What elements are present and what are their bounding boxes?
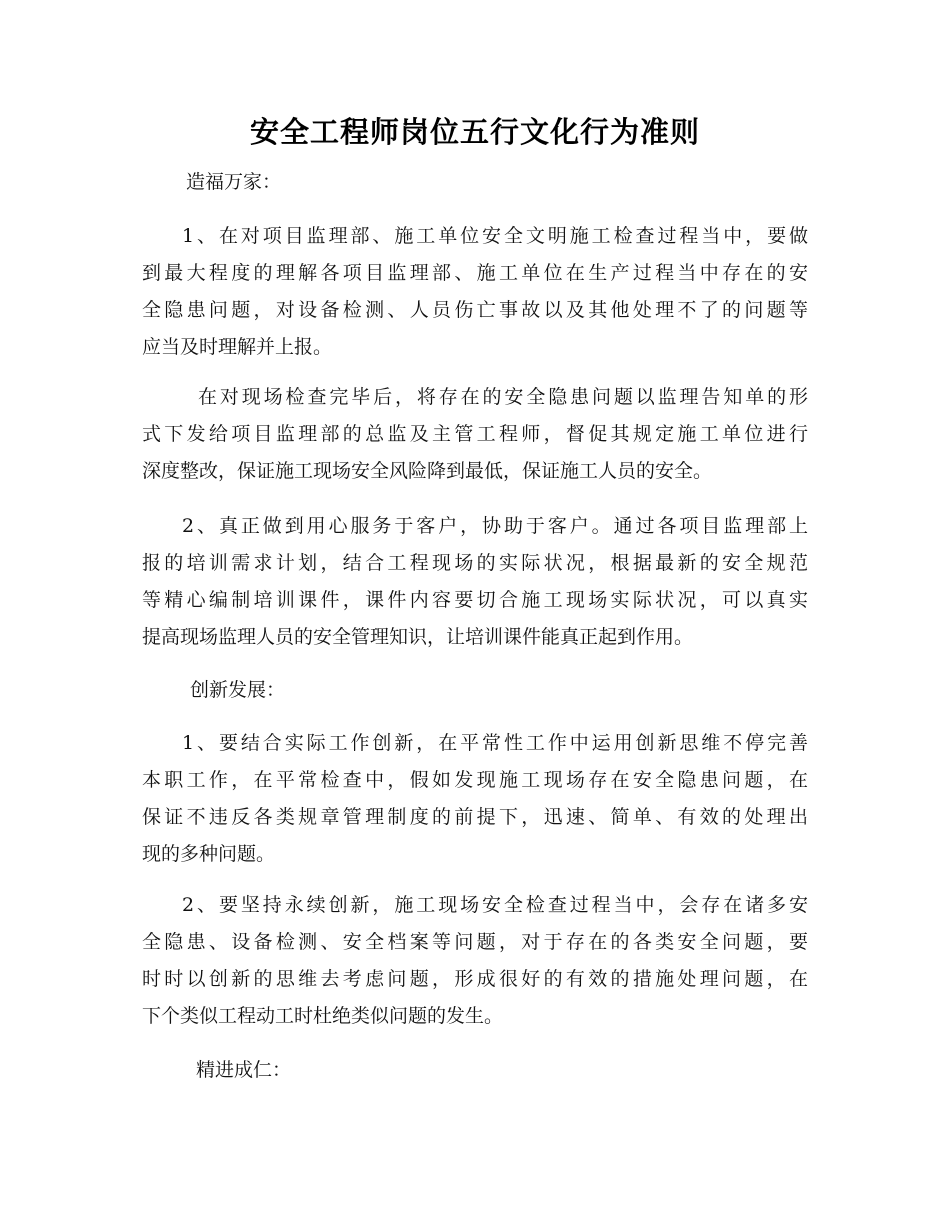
section-heading-innovation: 创新发展： <box>190 679 286 701</box>
paragraph-line: 保证不违反各类规章管理制度的前提下，迅速、简单、有效的处理出 <box>142 806 808 828</box>
paragraph-line: 全隐患、设备检测、安全档案等问题，对于存在的各类安全问题，要 <box>142 931 808 953</box>
document-title: 安全工程师岗位五行文化行为准则 <box>249 115 700 149</box>
paragraph-line: 等精心编制培训课件，课件内容要切合施工现场实际状况，可以真实 <box>142 589 808 611</box>
paragraph-line: 应当及时理解并上报。 <box>142 336 333 358</box>
paragraph-line: 到最大程度的理解各项目监理部、施工单位在生产过程当中存在的安 <box>142 262 808 284</box>
paragraph-line: 在对现场检查完毕后，将存在的安全隐患问题以监理告知单的形 <box>198 386 808 408</box>
section-heading-progress: 精进成仁： <box>196 1059 292 1081</box>
paragraph-line: 2、要坚持永续创新，施工现场安全检查过程当中，会存在诸多安 <box>182 894 808 916</box>
paragraph <box>142 887 808 1035</box>
paragraph-line: 提高现场监理人员的安全管理知识，让培训课件能真正起到作用。 <box>142 626 694 648</box>
paragraph-line: 深度整改，保证施工现场安全风险降到最低，保证施工人员的安全。 <box>142 460 713 482</box>
paragraph-line: 式下发给项目监理部的总监及主管工程师，督促其规定施工单位进行 <box>142 423 808 445</box>
paragraph <box>142 218 808 366</box>
paragraph-line: 本职工作，在平常检查中，假如发现施工现场存在安全隐患问题，在 <box>142 769 808 791</box>
paragraph-line: 2、真正做到用心服务于客户，协助于客户。通过各项目监理部上 <box>182 515 808 537</box>
paragraph-line: 时时以创新的思维去考虑问题，形成很好的有效的措施处理问题，在 <box>142 968 808 990</box>
paragraph-line: 1、在对项目监理部、施工单位安全文明施工检查过程当中，要做 <box>182 225 808 247</box>
paragraph <box>142 379 808 490</box>
paragraph <box>142 725 808 873</box>
paragraph-line: 报的培训需求计划，结合工程现场的实际状况，根据最新的安全规范 <box>142 552 808 574</box>
paragraph-line: 现的多种问题。 <box>142 843 276 865</box>
paragraph-line: 全隐患问题，对设备检测、人员伤亡事故以及其他处理不了的问题等 <box>142 299 808 321</box>
paragraph-line: 1、要结合实际工作创新，在平常性工作中运用创新思维不停完善 <box>182 732 808 754</box>
section-heading-benefit: 造福万家： <box>186 171 282 193</box>
paragraph <box>142 508 808 656</box>
paragraph-line: 下个类似工程动工时杜绝类似问题的发生。 <box>142 1005 504 1027</box>
